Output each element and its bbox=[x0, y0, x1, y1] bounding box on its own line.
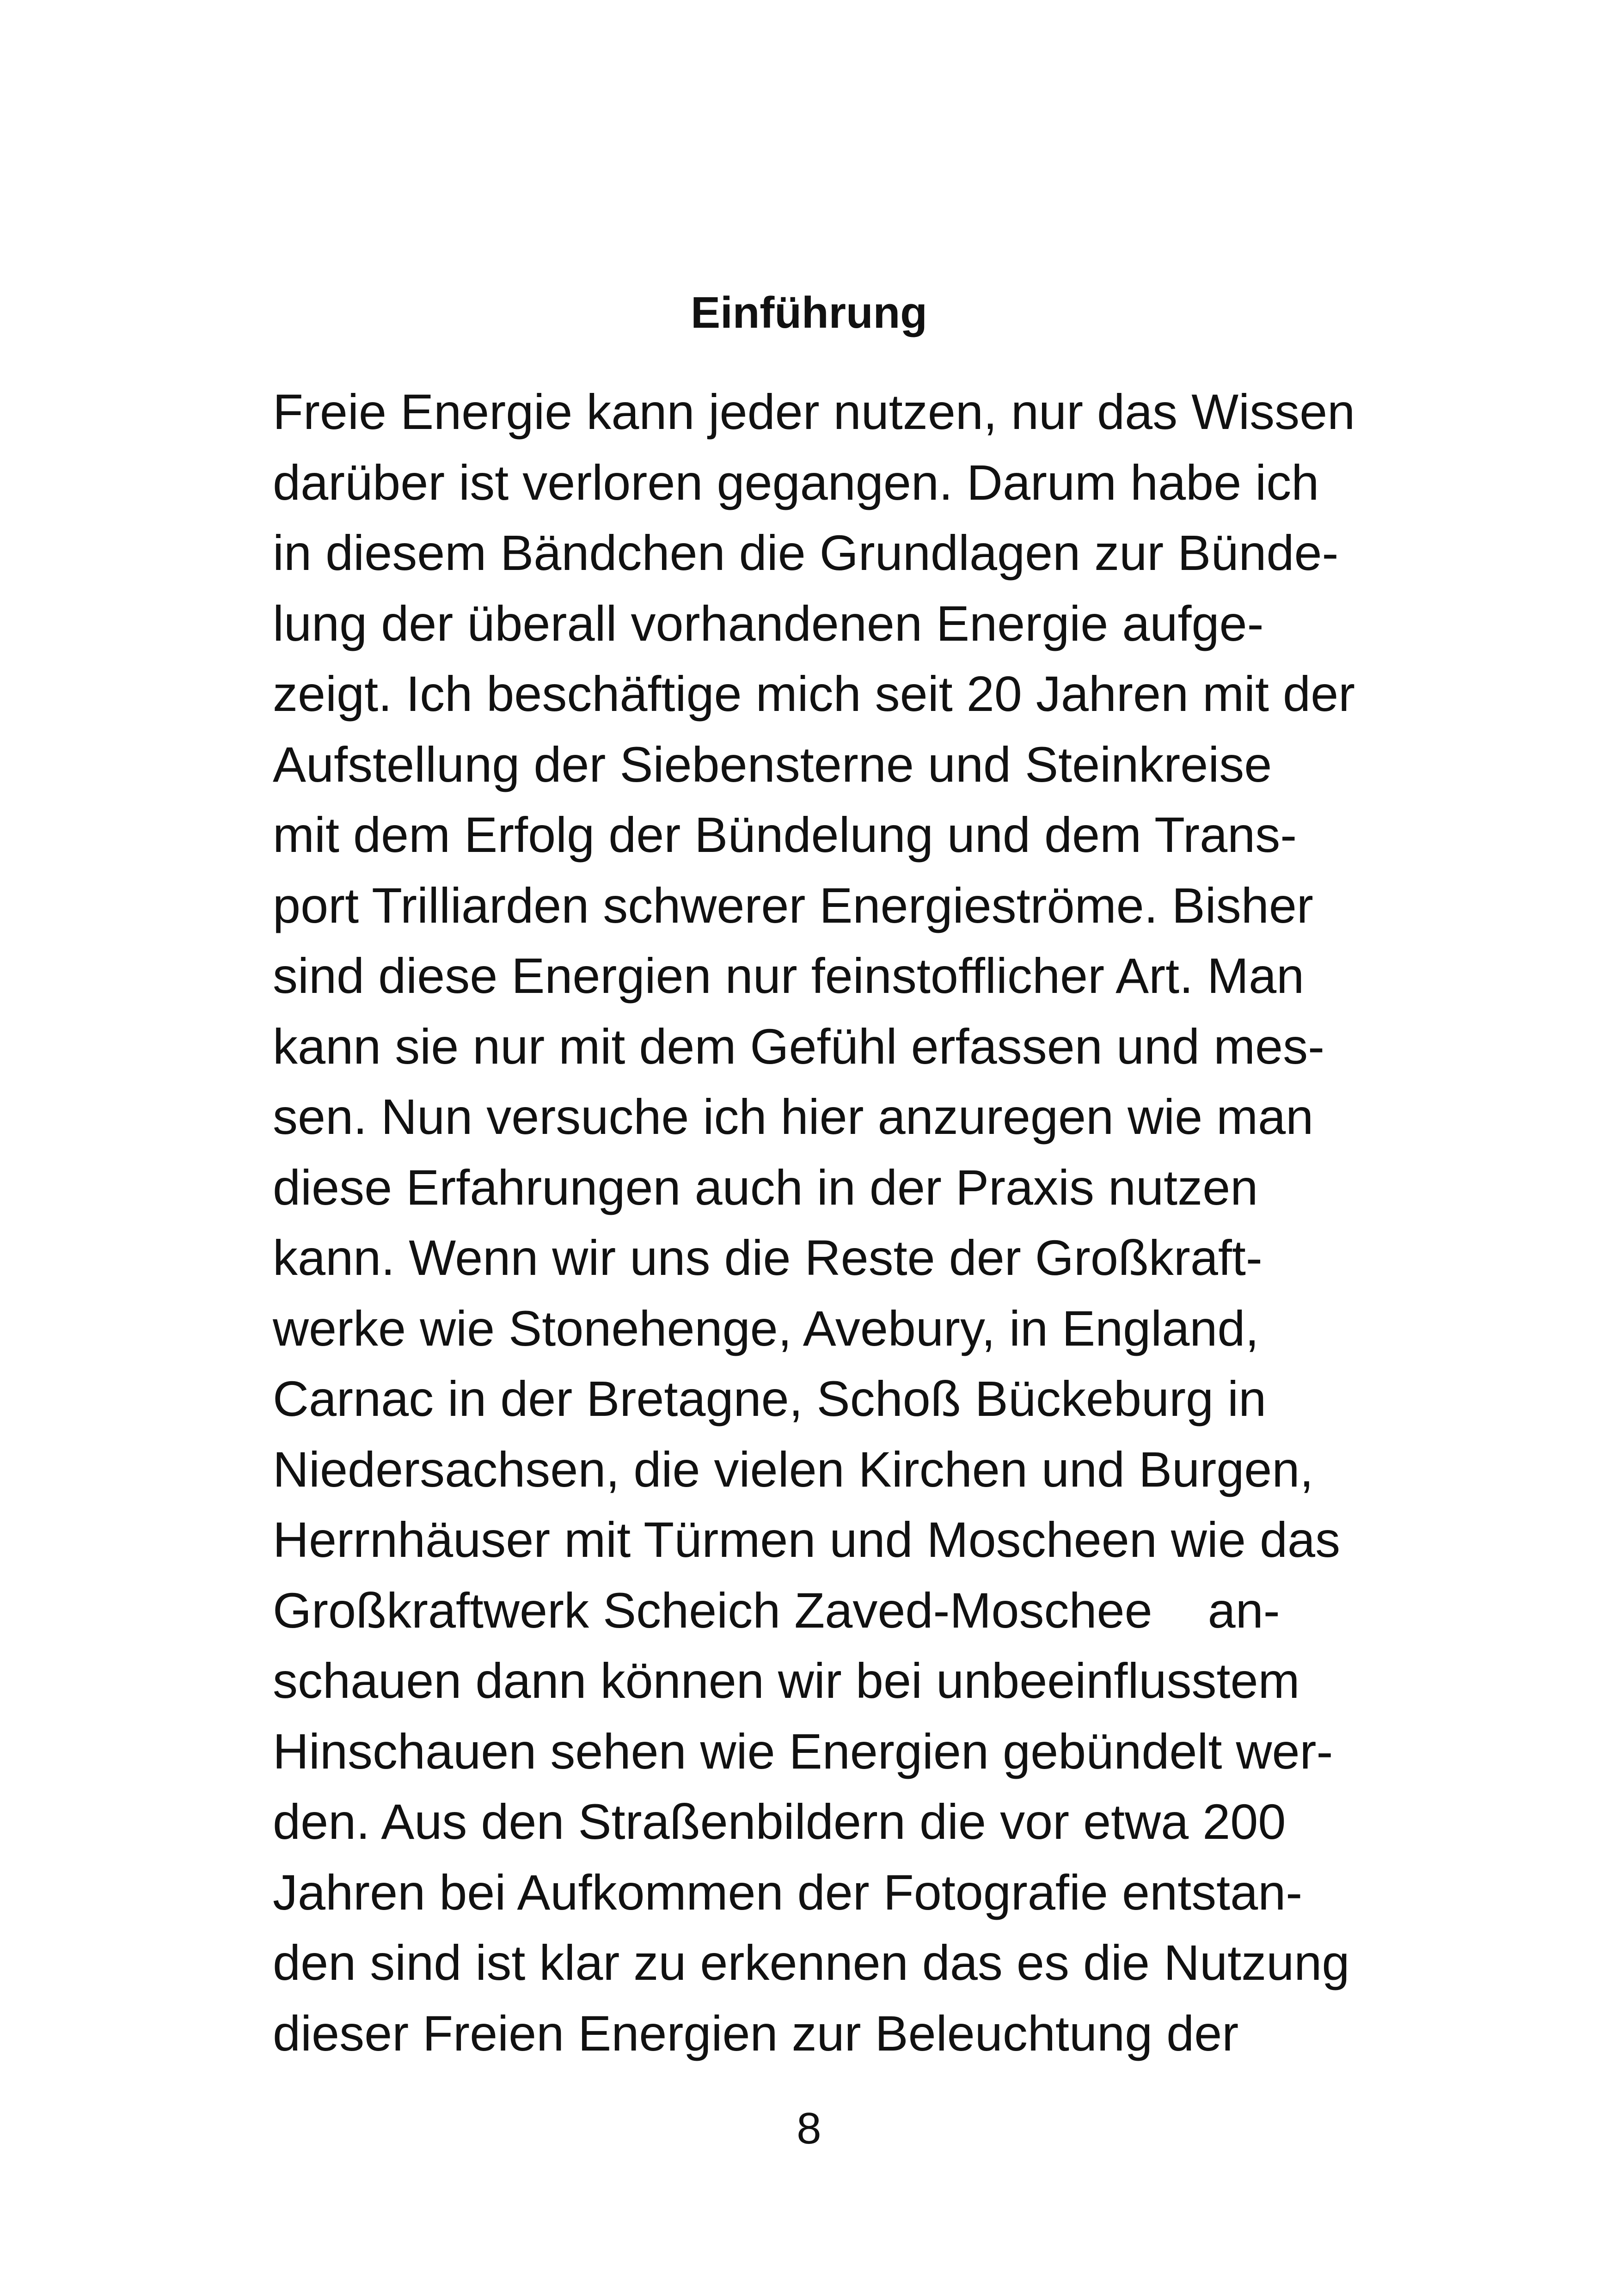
text-line: port Trilliarden schwerer Energieströme. Bisher bbox=[273, 877, 1313, 933]
text-line: Herrnhäuser mit Türmen und Moscheen wie das bbox=[273, 1512, 1341, 1567]
text-line: schauen dann können wir bei unbeeinflusstem bbox=[273, 1653, 1300, 1708]
text-line: den sind ist klar zu erkennen das es die Nutzung bbox=[273, 1935, 1350, 1990]
text-line: Aufstellung der Siebensterne und Steinkreise bbox=[273, 736, 1272, 792]
chapter-heading: Einführung bbox=[691, 288, 927, 337]
text-line: kann. Wenn wir uns die Reste der Großkraft- bbox=[273, 1230, 1263, 1286]
text-line: Niedersachsen, die vielen Kirchen und Burgen, bbox=[273, 1441, 1314, 1497]
text-line: in diesem Bändchen die Grundlagen zur Bünde- bbox=[273, 525, 1339, 581]
text-line: Carnac in der Bretagne, Schoß Bückeburg in bbox=[273, 1371, 1267, 1427]
text-line: kann sie nur mit dem Gefühl erfassen und mes- bbox=[273, 1018, 1325, 1074]
text-line: Freie Energie kann jeder nutzen, nur das Wissen bbox=[273, 384, 1355, 440]
text-line: dieser Freien Energien zur Beleuchtung der bbox=[273, 2005, 1239, 2061]
body-text bbox=[273, 377, 1382, 2069]
text-line: Jahren bei Aufkommen der Fotografie entstan- bbox=[273, 1864, 1303, 1920]
text-line: lung der überall vorhandenen Energie aufge- bbox=[273, 595, 1264, 651]
text-line: sen. Nun versuche ich hier anzuregen wie man bbox=[273, 1089, 1314, 1145]
text-line: diese Erfahrungen auch in der Praxis nutzen bbox=[273, 1159, 1258, 1215]
text-line: darüber ist verloren gegangen. Darum habe ich bbox=[273, 454, 1319, 510]
page-number: 8 bbox=[797, 2104, 821, 2153]
text-line: werke wie Stonehenge, Avebury, in England, bbox=[273, 1300, 1259, 1356]
text-line: sind diese Energien nur feinstofflicher Art. Man bbox=[273, 948, 1305, 1004]
text-line: Hinschauen sehen wie Energien gebündelt wer- bbox=[273, 1723, 1333, 1779]
text-line: zeigt. Ich beschäftige mich seit 20 Jahren mit der bbox=[273, 666, 1355, 722]
text-line: den. Aus den Straßenbildern die vor etwa 200 bbox=[273, 1794, 1286, 1849]
text-line: Großkraftwerk Scheich Zaved-Moschee an- bbox=[273, 1582, 1280, 1638]
text-line: mit dem Erfolg der Bündelung und dem Trans- bbox=[273, 807, 1297, 863]
